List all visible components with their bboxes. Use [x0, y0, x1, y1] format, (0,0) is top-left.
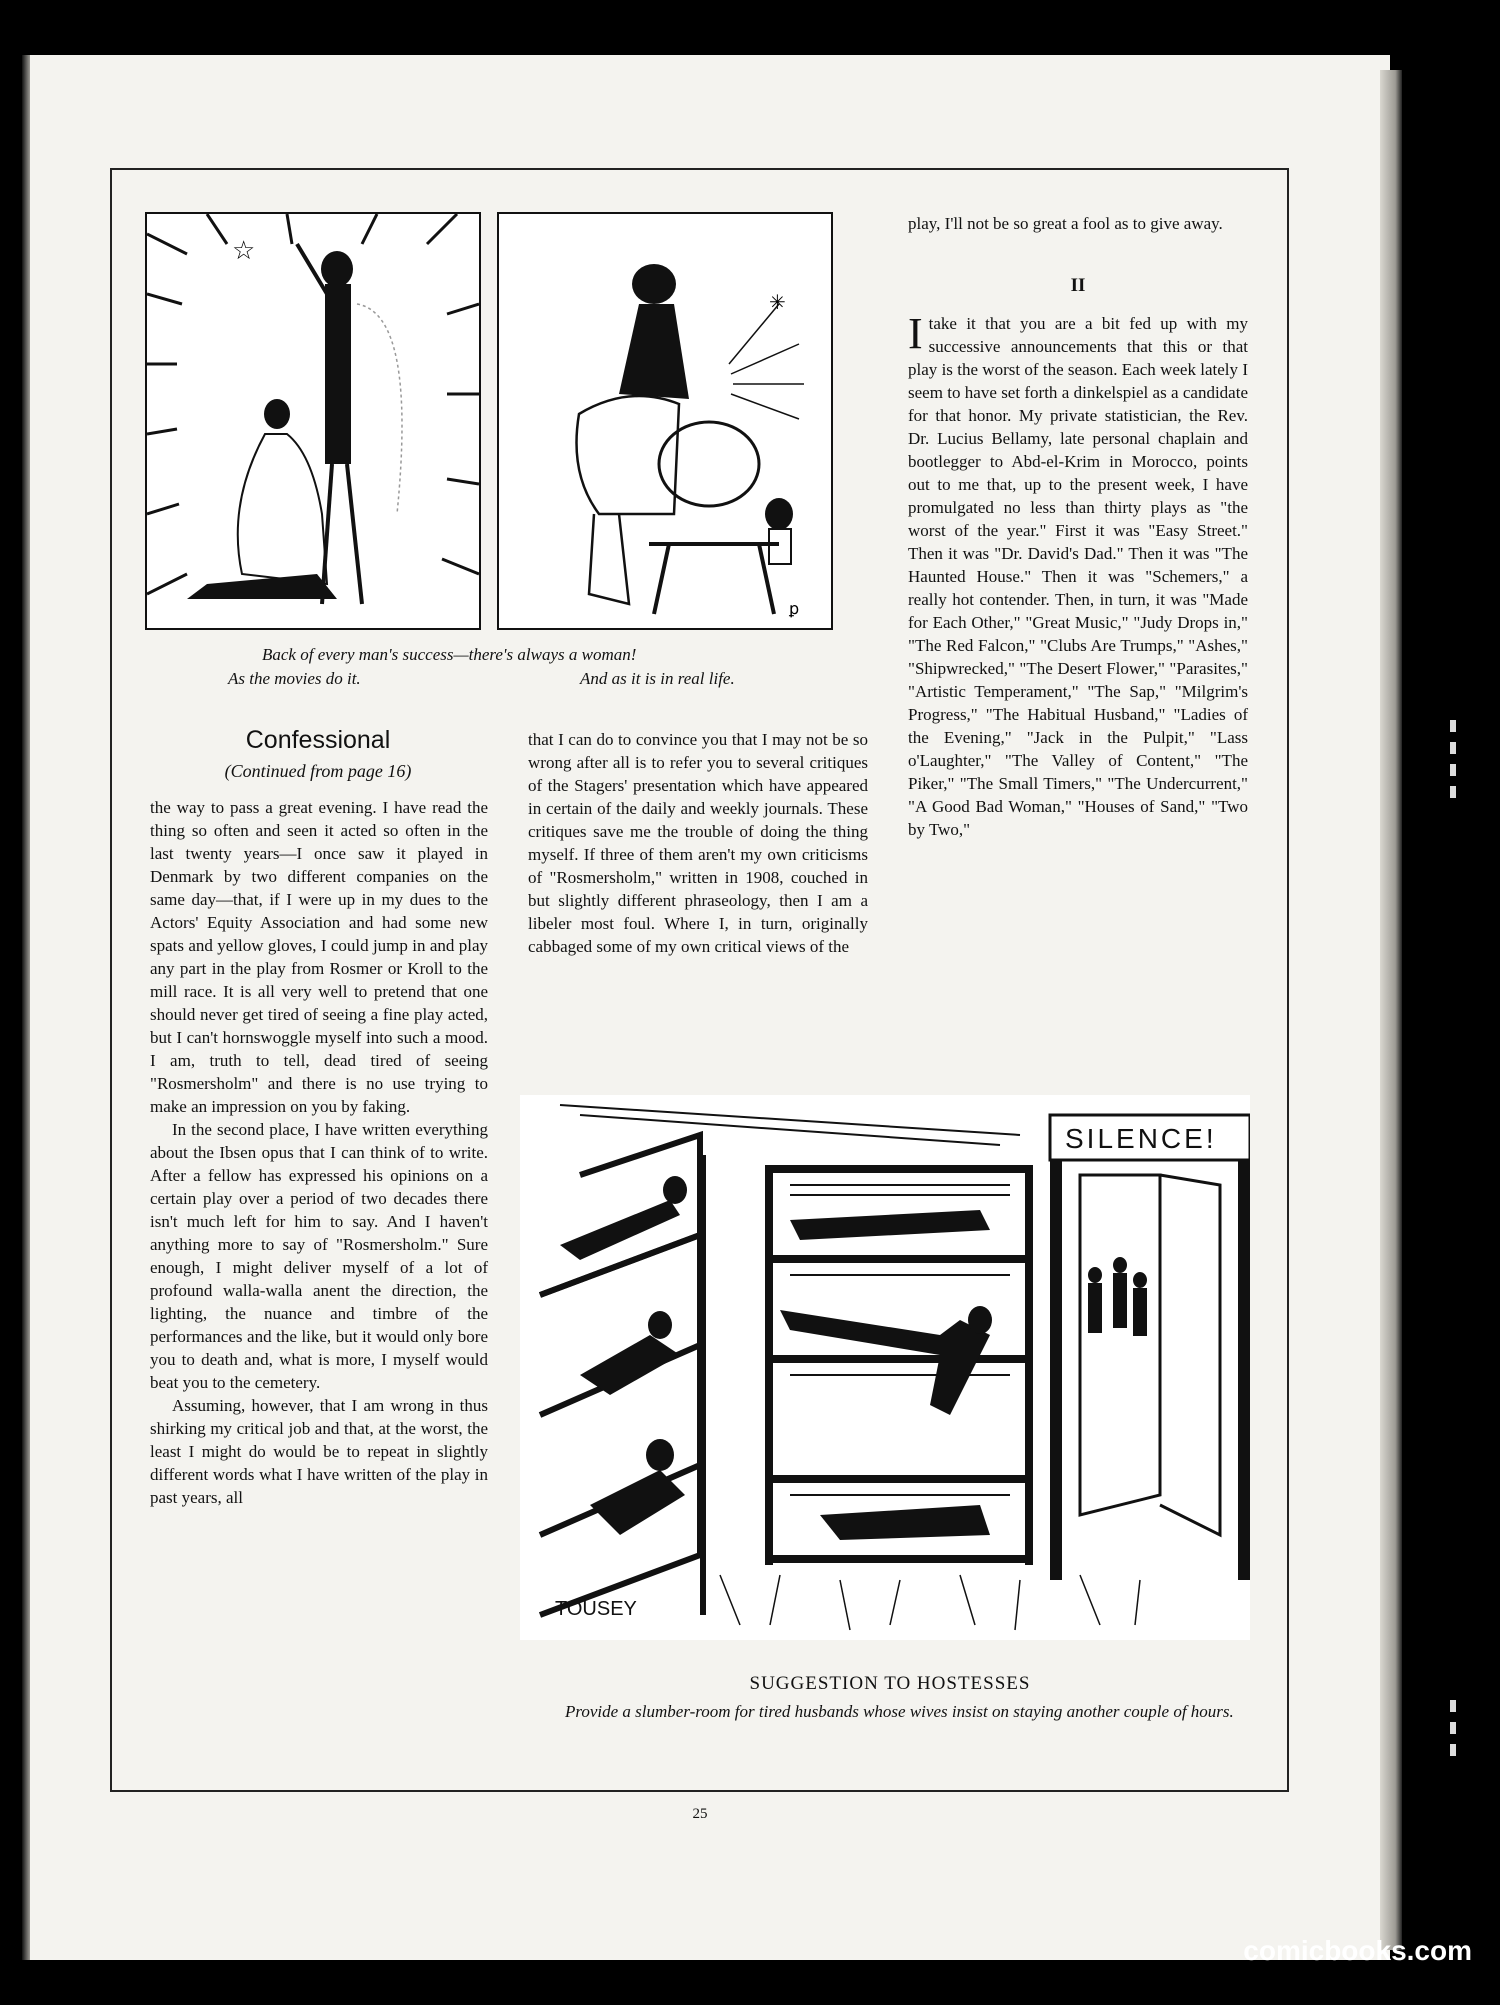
article-paragraph: Assuming, however, that I am wrong in thus shirking my critical job and that, at the worst, the least I might do would be to repeat in slightly different words what I have written of the play in past years, all: [150, 1396, 488, 1507]
article-title: Confessional: [245, 726, 391, 754]
article-paragraph: the way to pass a great evening. I have read the thing so often and seen it acted so often in the last twenty years—I once saw it played in Denmark by two different companies on the same day—that, if I were up in my dues to the Actors' Equity Association and had some new spats and yellow gloves, I could jump in and play any part in the play from Rosmer or Kroll to the mill race. It is all very well to pretend that one should never get tired of seeing a fine play acted, but I can't hornswoggle myself into such a mood. I am, truth to tell, dead tired of seeing "Rosmersholm" and there is no use trying to make an impression on you by faking.: [150, 798, 488, 1116]
top-illustration-caption: Back of every man's success—there's always a woman!: [262, 645, 637, 664]
cartoon-title: SUGGESTION TO HOSTESSES: [749, 1673, 1031, 1694]
article-paragraph: that I can do to convince you that I may not be so wrong after all is to refer you to several critiques of the Stagers' presentation which have appeared in certain of the daily and weekly journals. These critiques save me the trouble of doing the thing myself. If three of them aren't my own criticisms of "Rosmersholm," written in 1908, couched in but slightly different phraseology, then I am a libeler most foul. Where I, in turn, originally cabbaged some of my own critical views of the: [528, 730, 868, 956]
page-number: 25: [692, 1806, 708, 1822]
cartoon-signature: TOUSEY: [555, 1598, 637, 1620]
slumber-room-cartoon: [520, 1095, 1250, 1640]
section-number: II: [1070, 275, 1086, 296]
drop-cap: I: [908, 309, 923, 358]
article-column-2: [528, 728, 868, 958]
illustration-real-life: [497, 212, 833, 630]
artist-signature: ꝑ: [789, 601, 800, 618]
illustration-drawing: [499, 214, 831, 628]
article-column-3-body: [908, 309, 1248, 841]
article-column-3: [908, 212, 1248, 235]
binding-holes: [1450, 1700, 1458, 1766]
silence-sign: SILENCE!: [1065, 1123, 1217, 1154]
star-icon: ☆: [232, 236, 256, 265]
article-column-1: [150, 796, 488, 1509]
binding-holes: [1450, 720, 1458, 808]
illustration-movies-woman: [145, 212, 481, 630]
cartoon-drawing: [520, 1095, 1250, 1640]
illustration-drawing: [147, 214, 479, 628]
continued-note: (Continued from page 16): [224, 761, 412, 781]
left-illustration-subcaption: As the movies do it.: [228, 669, 361, 688]
cartoon-caption: Provide a slumber-room for tired husbands whose wives insist on staying another couple of hours.: [565, 1702, 1234, 1721]
page-edge: [1380, 70, 1402, 1950]
article-paragraph: In the second place, I have written everything about the Ibsen opus that I can think of to write. After a fellow has expressed his opinions on a certain play over a period of two decades there isn't much left for him to say. And I haven't anything more to say of "Rosmersholm." Sure enough, I might deliver myself of a lot of profound walla-walla anent the direction, the lighting, the nuance and timbre of the performances and the like, but it would only bore you to death and, what is more, I myself would beat you to the cemetery.: [150, 1120, 488, 1392]
watermark: comicbooks.com: [1243, 1935, 1472, 1966]
article-paragraph: play, I'll not be so great a fool as to give away.: [908, 214, 1223, 233]
spark-icon: ✳: [769, 292, 786, 314]
article-paragraph: take it that you are a bit fed up with my successive announcements that this or that play is the worst of the season. Each week lately I seem to have set forth a dinkelspiel as a candidate for that honor. My private statistician, the Rev. Dr. Lucius Bellamy, late personal chaplain and bootlegger to Abd-el-Krim in Morocco, points out to me that, up to the present week, I have promulgated no less than thirty plays as "the worst of the year." First it was "Easy Street." Then it was "Dr. David's Dad." Then it was "The Haunted House." Then it was "Schemers," a really hot contender. Then, in turn, it was "Made for Each Other," "Great Music," "Judy Drops in," "The Red Falcon," "Clubs Are Trumps," "Ashes," "Shipwrecked," "The Desert Flower," "Parasites," "Artistic Temperament," "The Sap," "Milgrim's Progress," "The Habitual Husband," "Ladies of the Evening," "Jack in the Pulpit," "Lass o'Laughter," "The Valley of Content," "The Piker," "The Small Timers," "The Undercurrent," "A Good Bad Woman," "Houses of Sand," "Two by Two,": [908, 314, 1248, 839]
right-illustration-subcaption: And as it is in real life.: [580, 669, 735, 688]
